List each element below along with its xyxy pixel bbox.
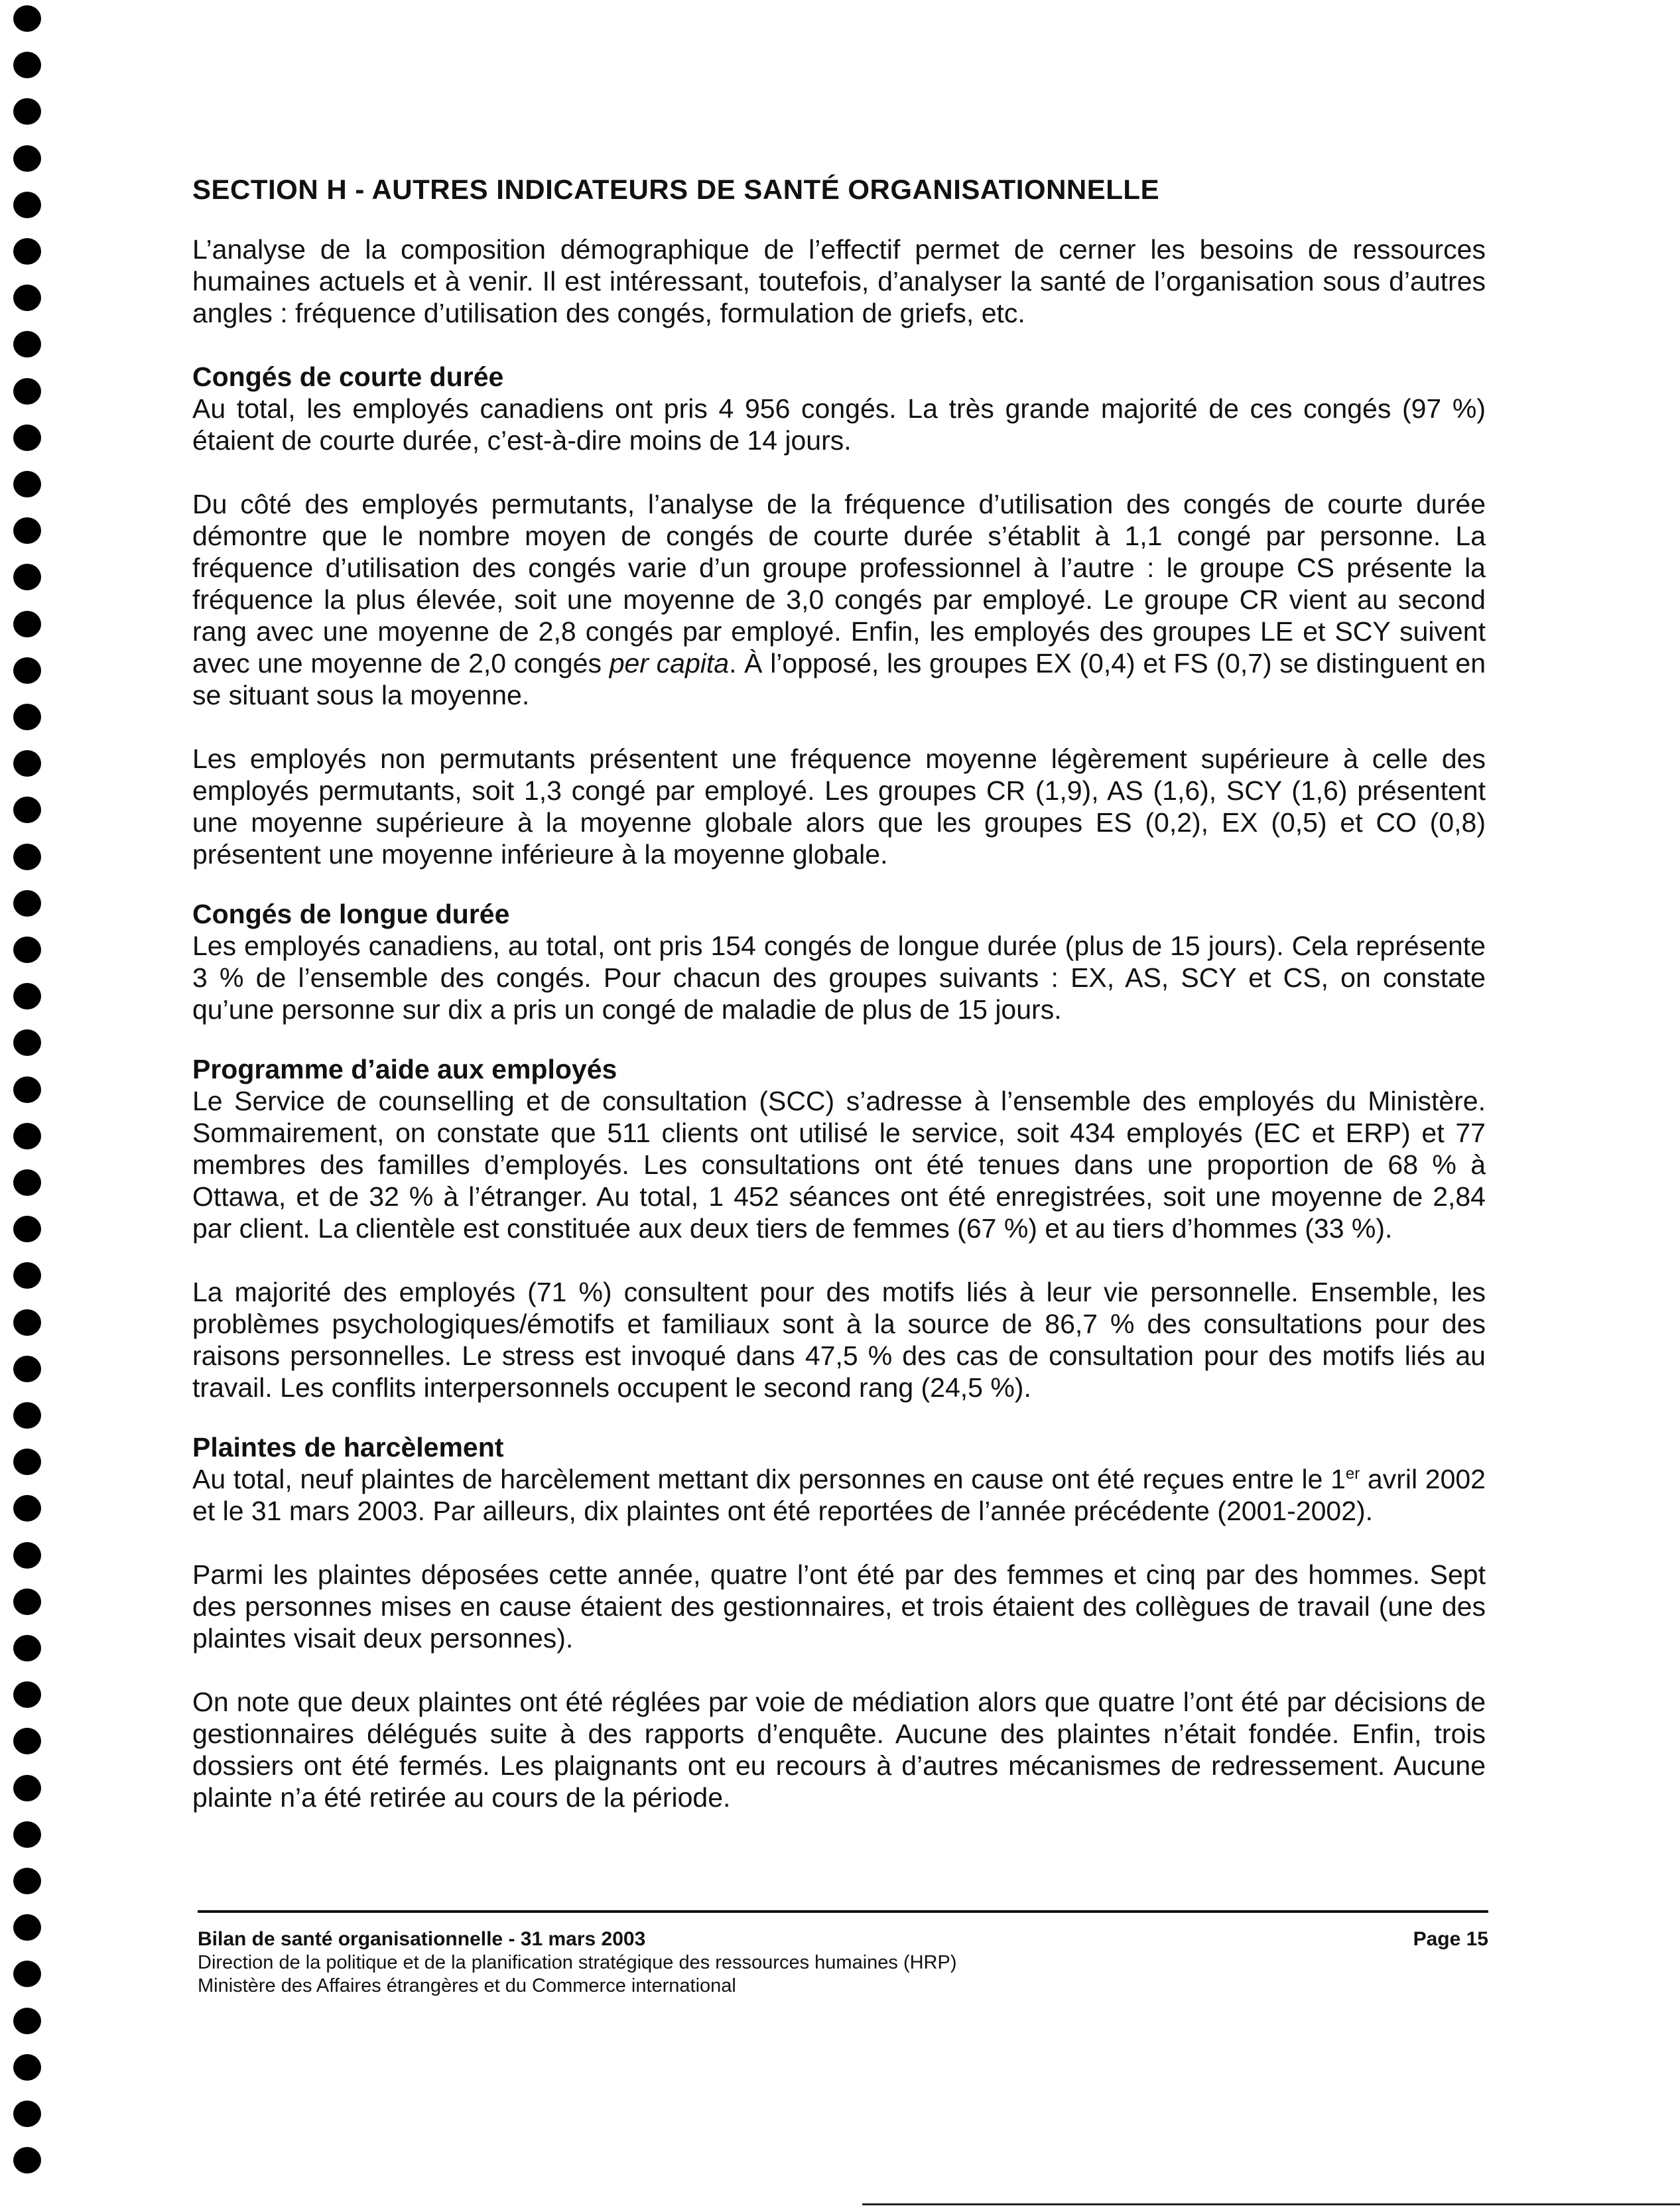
binding-hole <box>13 937 41 963</box>
binding-hole <box>13 611 41 637</box>
page-number: Page 15 <box>1413 1928 1488 1950</box>
binding-hole <box>13 98 41 125</box>
eap-paragraph-2: La majorité des employés (71 %) consultent pour des motifs liés à leur vie personnelle. Ensemble, les problèmes psychologiques/émotifs et familiaux sont à la source de 86,7 % des consultations pour des raisons personnelles. Le stress est invoqué dans 47,5 % des cas de consultation pour des motifs liés au travail. Les conflits interpersonnels occupent le second rang (24,5 %). <box>192 1277 1486 1403</box>
binding-hole <box>13 378 41 405</box>
binding-hole <box>13 1775 41 1801</box>
harassment-paragraph-1 <box>192 1463 1486 1527</box>
binding-hole <box>13 1542 41 1569</box>
short-leave-paragraph-3: Les employés non permutants présentent une fréquence moyenne légèrement supérieure à celle des employés permutants, soit 1,3 congé par employé. Les groupes CR (1,9), AS (1,6), SCY (1,6) présentent une moyenne supérieure à la moyenne globale alors que les groupes ES (0,2), EX (0,5) et CO (0,8) présentent une moyenne inférieure à la moyenne globale. <box>192 744 1486 870</box>
binding-hole <box>13 1356 41 1382</box>
eap-paragraph-1: Le Service de counselling et de consultation (SCC) s’adresse à l’ensemble des employés du Ministère. Sommairement, on constate que 511 clients ont utilisé le service, soit 434 employés (EC et ERP) et 77 membres des familles d’employés. Les consultations ont été tenues dans une proportion de 68 % à Ottawa, et de 32 % à l’étranger. Au total, 1 452 séances ont été enregistrées, soit une moyenne de 2,84 par client. La clientèle est constituée aux deux tiers de femmes (67 %) et au tiers d’hommes (33 %). <box>192 1086 1486 1244</box>
binding-hole <box>13 2054 41 2081</box>
page-footer <box>198 1910 1488 1998</box>
binding-hole <box>13 1821 41 1848</box>
harassment-p1-superscript: er <box>1345 1464 1360 1483</box>
binding-hole <box>13 471 41 497</box>
binding-hole <box>13 1262 41 1289</box>
harassment-paragraph-3: On note que deux plaintes ont été réglées par voie de médiation alors que quatre l’ont été par décisions de gestionnaires délégués suite à des rapports d’enquête. Aucune des plaintes n’était fondée. Enfin, trois dossiers ont été fermés. Les plaignants ont eu recours à d’autres mécanismes de redressement. Aucune plainte n’a été retirée au cours de la période. <box>192 1687 1486 1813</box>
binding-hole <box>13 517 41 544</box>
eap-heading: Programme d’aide aux employés <box>192 1054 617 1084</box>
long-leave-paragraph-1: Les employés canadiens, au total, ont pris 154 congés de longue durée (plus de 15 jours). Cela représente 3 % de l’ensemble des congés. Pour chacun des groupes suivants : EX, AS, SCY et CS, on constate qu’une personne sur dix a pris un congé de maladie de plus de 15 jours. <box>192 931 1486 1025</box>
footer-top-row <box>198 1927 1488 1951</box>
binding-hole <box>13 890 41 917</box>
binding-hole <box>13 750 41 777</box>
binding-hole <box>13 1589 41 1615</box>
binding-hole <box>13 1495 41 1522</box>
binding-hole <box>13 52 41 78</box>
binding-hole <box>13 1961 41 1987</box>
binding-hole <box>13 797 41 823</box>
binding-hole <box>13 1029 41 1056</box>
long-leave-heading: Congés de longue durée <box>192 899 510 929</box>
short-leave-p2-italic: per capita <box>609 648 730 679</box>
binding-hole <box>13 657 41 684</box>
binding-hole <box>13 844 41 870</box>
binding-holes <box>0 0 66 2208</box>
binding-hole <box>13 285 41 311</box>
binding-hole <box>13 704 41 730</box>
footer-directorate: Direction de la politique et de la planification stratégique des ressources humaines (HRP) <box>198 1952 957 1973</box>
binding-hole <box>13 1309 41 1336</box>
binding-hole <box>13 1635 41 1661</box>
footer-ministry: Ministère des Affaires étrangères et du Commerce international <box>198 1975 736 1996</box>
binding-hole <box>13 1123 41 1149</box>
short-leave-paragraph-1: Au total, les employés canadiens ont pris 4 956 congés. La très grande majorité de ces congés (97 %) étaient de courte durée, c’est-à-dire moins de 14 jours. <box>192 393 1486 456</box>
binding-hole <box>13 1449 41 1475</box>
footer-title: Bilan de santé organisationnelle - 31 mars 2003 <box>198 1928 646 1950</box>
binding-hole <box>13 2147 41 2174</box>
binding-hole <box>13 1681 41 1708</box>
binding-hole <box>13 1169 41 1196</box>
binding-hole <box>13 1728 41 1754</box>
short-leave-paragraph-2 <box>192 488 1486 711</box>
binding-hole <box>13 1076 41 1103</box>
binding-hole <box>13 1216 41 1242</box>
harassment-p1-text-a: Au total, neuf plaintes de harcèlement mettant dix personnes en cause ont été reçues entre le 1 <box>192 1464 1346 1494</box>
page-content <box>192 174 1486 1845</box>
intro-paragraph: L’analyse de la composition démographique de l’effectif permet de cerner les besoins de ressources humaines actuels et à venir. Il est intéressant, toutefois, d’analyser la santé de l’organisation sous d’autres angles : fréquence d’utilisation des congés, formulation de griefs, etc. <box>192 234 1486 328</box>
binding-hole <box>13 1914 41 1941</box>
binding-hole <box>13 424 41 451</box>
binding-hole <box>13 1402 41 1429</box>
short-leave-heading: Congés de courte durée <box>192 361 504 392</box>
harassment-heading: Plaintes de harcèlement <box>192 1432 504 1462</box>
binding-hole <box>13 564 41 590</box>
binding-hole <box>13 238 41 265</box>
binding-hole <box>13 331 41 357</box>
binding-hole <box>13 2101 41 2127</box>
binding-hole <box>13 145 41 172</box>
section-title: SECTION H - AUTRES INDICATEURS DE SANTÉ ORGANISATIONNELLE <box>192 174 1160 205</box>
harassment-paragraph-2: Parmi les plaintes déposées cette année, quatre l’ont été par des femmes et cinq par des hommes. Sept des personnes mises en cause étaient des gestionnaires, et trois étaient des collègues de travail (une des plaintes visait deux personnes). <box>192 1559 1486 1654</box>
binding-hole <box>13 983 41 1009</box>
bottom-edge-rule <box>862 2203 1680 2205</box>
short-leave-p2-text-b: . À l’opposé, les groupes EX (0,4) et FS (0,7) se distinguent en se situant sous la moyenne. <box>192 648 1486 710</box>
binding-hole <box>13 2008 41 2034</box>
binding-hole <box>13 192 41 218</box>
binding-hole <box>13 1868 41 1894</box>
binding-hole <box>13 5 41 32</box>
harassment-p1-text-b: avril 2002 et le 31 mars 2003. Par ailleurs, dix plaintes ont été reportées de l’année précédente (2001-2002). <box>192 1464 1486 1526</box>
short-leave-p2-text-a: Du côté des employés permutants, l’analyse de la fréquence d’utilisation des congés de courte durée démontre que le nombre moyen de congés de courte durée s’établit à 1,1 congé par personne. La fréquence d’utilisation des congés varie d’un groupe professionnel à l’autre : le groupe CS présente la fréquence la plus élevée, soit une moyenne de 3,0 congés par employé. Le groupe CR vient au second rang avec une moyenne de 2,8 congés par employé. Enfin, les employés des groupes LE et SCY suivent avec une moyenne de 2,0 congés <box>192 489 1486 679</box>
